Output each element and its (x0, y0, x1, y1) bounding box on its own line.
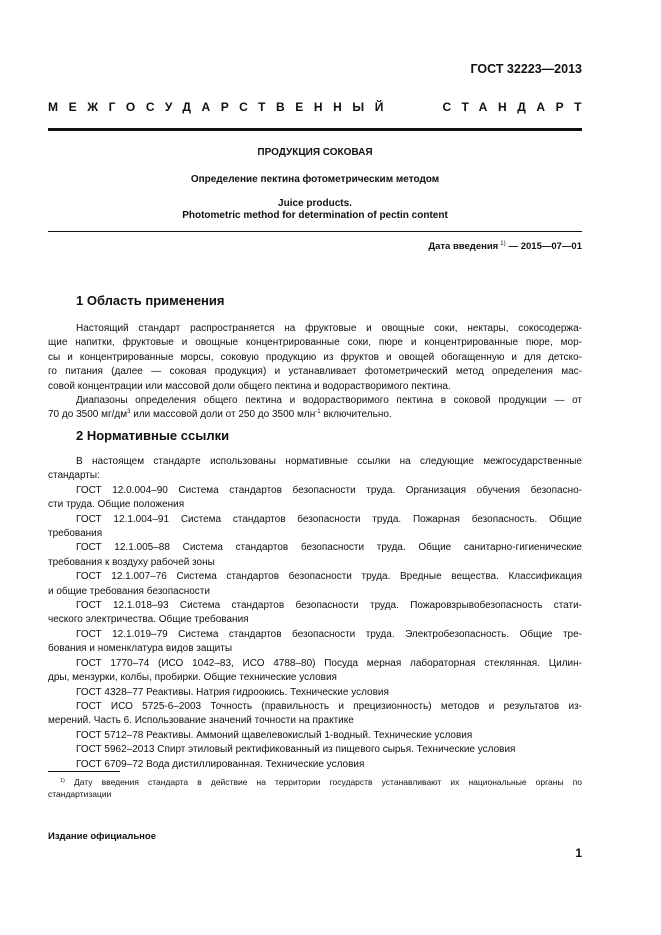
section2-body (48, 455, 582, 772)
section1-body (48, 322, 582, 423)
page-number: 1 (575, 846, 582, 860)
reference-item-continuation: требования к воздуху рабочей зоны (48, 556, 215, 568)
footnote-line2: стандартизации (48, 788, 112, 799)
reference-item: ГОСТ 1770–74 (ИСО 1042–83, ИСО 4788–80) Посуда мерная лабораторная стеклянная. Цилин- (76, 657, 582, 669)
reference-item: ГОСТ 12.1.005–88 Система стандартов безопасности труда. Общие санитарно-гигиенические (76, 542, 582, 554)
range-text-c: включительно. (320, 409, 392, 421)
unit-superscript: -1 (315, 409, 321, 416)
range-text-b: или массовой доли от 250 до 3500 млн (130, 409, 316, 421)
banner-left: МЕЖГОСУДАРСТВЕННЫЙ (48, 100, 394, 114)
banner-right: СТАНДАРТ (442, 100, 592, 114)
unit-superscript: 3 (127, 409, 131, 416)
section1-p1-last: совой концентрации или массовой доли общего пектина и водорастворимого пектина. (48, 380, 451, 392)
section1-p1-line: го питания (далее — соковая продукция) и устанавливает фотометрический метод определения мас- (48, 366, 582, 378)
intro-date-value: — 2015—07—01 (508, 241, 582, 252)
reference-item: ГОСТ 12.1.004–91 Система стандартов безопасности труда. Пожарная безопасность. Общие (76, 513, 582, 525)
edition-label: Издание официальное (48, 831, 156, 842)
intro-date-label: Дата введения (428, 241, 499, 252)
title-en-line2: Photometric method for determination of pectin content (182, 210, 448, 221)
title-ru-main: ПРОДУКЦИЯ СОКОВАЯ (257, 147, 373, 158)
reference-item: ГОСТ 5962–2013 Спирт этиловый ректификованный из пищевого сырья. Технические условия (76, 744, 516, 756)
header-rule (48, 128, 582, 131)
title-ru-sub: Определение пектина фотометрическим методом (190, 174, 440, 185)
section2-heading: 2 Нормативные ссылки (76, 428, 230, 443)
section1-p1-line: щие напитки, фруктовые и овощные концентрированные соки, пюре и концентрированные пюре, мор- (48, 337, 582, 349)
intro-date-footnote-mark: 1) (500, 241, 506, 247)
reference-item: ГОСТ 12.1.007–76 Система стандартов безопасности труда. Вредные вещества. Классификация (76, 571, 582, 583)
reference-item: ГОСТ 12.0.004–90 Система стандартов безопасности труда. Организация обучения безопасно- (76, 484, 582, 496)
footnote (48, 777, 582, 800)
reference-item: ГОСТ 12.1.019–79 Система стандартов безопасности труда. Электробезопасность. Общие тре- (76, 628, 582, 640)
section1-p1-line: сы и концентрированные морсы, соковую продукцию из фруктов и овощей обогащенную и для детско- (48, 351, 582, 363)
reference-item-continuation: ческого электричества. Общие требования (48, 614, 249, 626)
title-rule (48, 231, 582, 232)
reference-item: ГОСТ 5712–78 Реактивы. Аммоний щавелевокислый 1-водный. Технические условия (76, 729, 473, 741)
reference-item-continuation: сти труда. Общие положения (48, 499, 185, 511)
reference-item: В настоящем стандарте использованы нормативные ссылки на следующие межгосударственные (76, 456, 582, 467)
reference-item: ГОСТ 6709–72 Вода дистиллированная. Технические условия (76, 758, 365, 770)
footnote-mark: 1) (60, 778, 65, 784)
normative-references-list (48, 455, 582, 772)
reference-item: ГОСТ 4328–77 Реактивы. Натрия гидроокись. Технические условия (76, 686, 389, 698)
reference-item-continuation: требования (48, 528, 103, 540)
footnote-rule (48, 771, 120, 772)
range-text-a: 70 до 3500 мг/дм (48, 409, 128, 421)
footnote-line1: Дату введения стандарта в действие на территории государств устанавливают их национальные органы по (74, 777, 582, 787)
introduction-date (428, 241, 582, 252)
title-en-line1: Juice products. (278, 198, 352, 209)
reference-item-continuation: стандарты: (48, 470, 100, 482)
section1-heading: 1 Область применения (76, 293, 225, 308)
section1-p2-line2 (48, 408, 582, 422)
reference-item-continuation: бования и номенклатура видов защиты (48, 643, 233, 655)
section1-p1-line: Настоящий стандарт распространяется на фруктовые и овощные соки, нектары, сокосодержа- (76, 323, 582, 334)
reference-item: ГОСТ ИСО 5725-6–2003 Точность (правильность и прецизионность) методов и результатов из- (76, 700, 582, 712)
reference-item: ГОСТ 12.1.018–93 Система стандартов безопасности труда. Пожаровзрывобезопасность стати- (76, 600, 582, 612)
reference-item-continuation: и общие требования безопасности (48, 585, 210, 597)
section1-p2-line1: Диапазоны определения общего пектина и водорастворимого пектина в соковой продукции — от (76, 395, 582, 407)
gost-number: ГОСТ 32223—2013 (470, 62, 582, 76)
reference-item-continuation: дры, мензурки, колбы, пробирки. Общие технические условия (48, 672, 337, 684)
reference-item-continuation: мерений. Часть 6. Использование значений точности на практике (48, 715, 354, 727)
